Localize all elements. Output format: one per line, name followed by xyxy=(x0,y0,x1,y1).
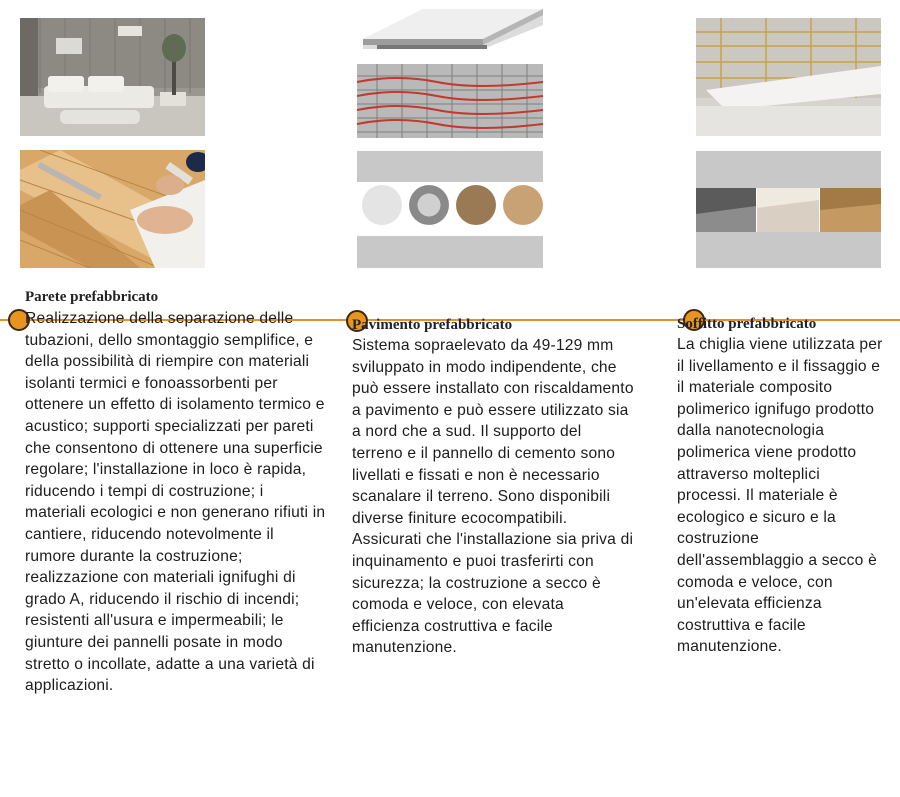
ceiling-structure-photo xyxy=(696,18,881,136)
parete-body: Realizzazione della separazione delle tubazioni, dello smontaggio semplifice, e della possibilità di riempire con materiali isolanti termici e fonoassorbenti per ottenere un effetto di isolamento termico e acustico; supporti specializzati per pareti che consentono di ottenere una superficie regolare; l'installazione in loco è rapida, riducendo i tempi di costruzione; i materiali ecologici e non generano rifiuti in cantiere, riducendo notevolmente il rumore durante la costruzione; realizzazione con materiali ignifughi di grado A, riducendo il rischio di incendi; resistenti all'usura e impermeabili; le giunture dei pannelli posate in modo stretto o incollate, adatte a una varietà di applicazioni. xyxy=(25,310,326,695)
floor-top-band xyxy=(357,151,543,182)
floor-heating-photo xyxy=(357,64,543,138)
ceiling-top-band xyxy=(696,151,881,188)
finish-thumb-1 xyxy=(362,185,402,225)
pavimento-title: Pavimento prefabbricato xyxy=(352,317,513,333)
ceiling-bottom-band xyxy=(696,232,881,268)
finish-thumb-3 xyxy=(456,185,496,225)
wood-panel-photo xyxy=(20,150,205,268)
soffitto-body: La chiglia viene utilizzata per il livellamento e il fissaggio e il materiale composito polimerico ignifugo prodotto dalla nanotecnologia polimerica viene prodotto attraverso molteplici processi. Il materiale è ecologico e sicuro e la costruzione dell'assemblaggio a secco è comoda e veloce, con un'elevata efficienza costruttiva e facile manutenzione. xyxy=(677,336,883,656)
floor-finishes-strip xyxy=(357,182,543,236)
living-room-photo xyxy=(20,18,205,136)
floor-layers-photo xyxy=(357,5,543,51)
finish-thumb-4 xyxy=(503,185,543,225)
parete-title: Parete prefabbricato xyxy=(25,289,159,305)
soffitto-title: Soffitto prefabbricato xyxy=(677,316,817,332)
pavimento-body: Sistema sopraelevato da 49-129 mm sviluppato in modo indipendente, che può essere installato con riscaldamento a pavimento e può essere utilizzato sia a nord che a sud. Il supporto del terreno e il pannello di cemento sono livellati e fissati e non è necessario scanalare il terreno. Sono disponibili diverse finiture ecocompatibili. Assicurati che l'installazione sia priva di inquinamento e puoi trasferirti con sicurezza; la costruzione a secco è comoda e veloce, con elevata efficienza costruttiva e facile manutenzione. xyxy=(352,337,634,657)
ceiling-interiors-strip xyxy=(696,188,881,232)
floor-bottom-band xyxy=(357,236,543,268)
finish-thumb-2 xyxy=(409,185,449,225)
